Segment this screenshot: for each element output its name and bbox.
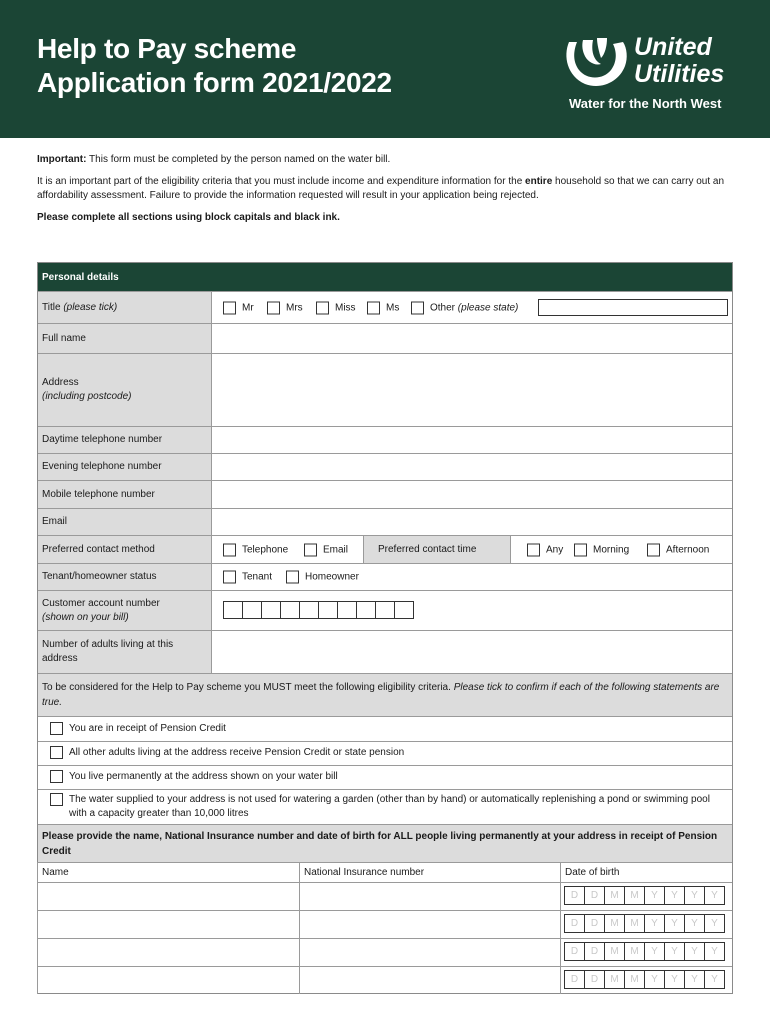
tenant-option-homeowner[interactable]: Homeowner xyxy=(286,571,359,584)
evening-phone-row xyxy=(38,453,732,480)
account-number-field xyxy=(211,591,732,630)
full-name-label: Full name xyxy=(38,324,211,353)
person-dob-input[interactable] xyxy=(560,882,732,910)
criteria-item[interactable]: All other adults living at the address receive Pension Credit or state pension xyxy=(38,741,732,765)
dob-digit-box[interactable]: D xyxy=(564,970,585,989)
title-row xyxy=(38,291,732,323)
person-name-input[interactable] xyxy=(37,938,299,966)
account-number-digits[interactable] xyxy=(223,601,413,619)
mobile-phone-input[interactable] xyxy=(211,481,732,508)
title-line-2: Application form 2021/2022 xyxy=(37,67,392,98)
column-header-ni: National Insurance number xyxy=(299,862,560,882)
united-utilities-logo-icon xyxy=(561,34,631,90)
dob-digit-box[interactable]: D xyxy=(564,914,585,933)
criteria-item[interactable]: The water supplied to your address is not used for watering a garden (other than by hand) or automatically replenishing a pond or swimming pool with a capacity greater than 10,000 litres xyxy=(38,789,732,824)
contact-option-email[interactable]: Email xyxy=(304,543,348,556)
title-option-mrs[interactable]: Mrs xyxy=(267,301,303,314)
eligibility-criteria-heading: To be considered for the Help to Pay scheme you MUST meet the following eligibility criteria. Please tick to confirm if each of the following statements are true. xyxy=(38,673,732,716)
contact-option-telephone[interactable]: Telephone xyxy=(223,543,288,556)
dob-digit-box[interactable]: Y xyxy=(644,914,665,933)
person-ni-input[interactable] xyxy=(299,966,560,994)
morning-checkbox[interactable] xyxy=(574,543,587,556)
homeowner-checkbox[interactable] xyxy=(286,571,299,584)
person-name-input[interactable] xyxy=(37,882,299,910)
important-text: This form must be completed by the person named on the water bill. xyxy=(86,154,391,165)
address-input[interactable] xyxy=(211,354,732,426)
mobile-phone-label: Mobile telephone number xyxy=(38,481,211,508)
evening-phone-input[interactable] xyxy=(211,454,732,480)
title-line-1: Help to Pay scheme xyxy=(37,33,297,64)
time-option-morning[interactable]: Morning xyxy=(574,543,629,556)
miss-checkbox[interactable] xyxy=(316,301,329,314)
dob-digit-box[interactable]: Y xyxy=(704,914,725,933)
account-digit[interactable] xyxy=(299,601,319,619)
page-title xyxy=(37,32,392,100)
email-label: Email xyxy=(38,509,211,535)
email-checkbox[interactable] xyxy=(304,543,317,556)
dob-digit-box[interactable]: Y xyxy=(644,970,665,989)
dob-digit-box[interactable]: Y xyxy=(664,914,685,933)
contact-method-row xyxy=(38,535,732,563)
other-checkbox[interactable] xyxy=(411,301,424,314)
dob-digit-box[interactable]: M xyxy=(604,970,625,989)
criteria-checkbox[interactable] xyxy=(50,770,63,783)
people-heading: Please provide the name, National Insurance number and date of birth for ALL people living permanently at your address in receipt of Pension Credit xyxy=(38,824,732,862)
any-checkbox[interactable] xyxy=(527,543,540,556)
account-digit[interactable] xyxy=(394,601,414,619)
dob-boxes[interactable] xyxy=(564,914,729,933)
dob-digit-box[interactable]: Y xyxy=(684,942,705,961)
title-option-ms[interactable]: Ms xyxy=(367,301,399,314)
contact-method-label: Preferred contact method xyxy=(38,536,211,563)
dob-digit-box[interactable]: Y xyxy=(704,970,725,989)
dob-digit-box[interactable]: Y xyxy=(664,886,685,905)
important-note xyxy=(37,153,737,167)
logo-word-utilities: Utilities xyxy=(634,60,725,88)
person-dob-input[interactable] xyxy=(560,938,732,966)
account-number-label: Customer account number (shown on your bill) xyxy=(38,591,211,630)
person-dob-input[interactable] xyxy=(560,966,732,994)
important-label: Important: xyxy=(37,154,87,165)
person-ni-input[interactable] xyxy=(299,910,560,938)
title-option-other[interactable]: Other (please state) xyxy=(411,301,518,314)
tenant-status-options xyxy=(211,564,732,590)
email-input[interactable] xyxy=(211,509,732,535)
person-dob-input[interactable] xyxy=(560,910,732,938)
dob-digit-box[interactable]: Y xyxy=(664,970,685,989)
criteria-checkbox[interactable] xyxy=(50,722,63,735)
dob-digit-box[interactable]: Y xyxy=(644,942,665,961)
dob-boxes[interactable] xyxy=(564,886,729,905)
dob-digit-box[interactable]: Y xyxy=(684,914,705,933)
dob-digit-box[interactable]: M xyxy=(624,914,645,933)
adults-label: Number of adults living at this address xyxy=(38,631,211,673)
people-table xyxy=(38,862,732,994)
mr-checkbox[interactable] xyxy=(223,301,236,314)
column-header-name: Name xyxy=(37,862,299,882)
criteria-checkbox[interactable] xyxy=(50,746,63,759)
dob-digit-box[interactable]: D xyxy=(584,914,605,933)
dob-digit-box[interactable]: D xyxy=(584,886,605,905)
eligibility-text-1: It is an important part of the eligibility criteria that you must include income and expenditure information for the xyxy=(37,176,526,187)
mobile-phone-row xyxy=(38,480,732,508)
account-number-row xyxy=(38,590,732,630)
ms-checkbox[interactable] xyxy=(367,301,380,314)
dob-digit-box[interactable]: D xyxy=(564,942,585,961)
title-label: Title (please tick) xyxy=(38,292,211,323)
criteria-item[interactable]: You are in receipt of Pension Credit xyxy=(38,716,732,741)
tenant-status-label: Tenant/homeowner status xyxy=(38,564,211,590)
full-name-input[interactable] xyxy=(211,324,732,353)
dob-digit-box[interactable]: M xyxy=(624,886,645,905)
time-option-afternoon[interactable]: Afternoon xyxy=(647,543,709,556)
tenant-status-row xyxy=(38,563,732,590)
logo-tagline: Water for the North West xyxy=(569,96,722,111)
dob-digit-box[interactable]: D xyxy=(564,886,585,905)
contact-method-options xyxy=(211,536,732,563)
application-form xyxy=(37,262,733,994)
eligibility-text-2: household so that we can carry out an affordability assessment. Failure to provide the information requested will result in your application being rejected. xyxy=(37,176,725,201)
dob-boxes[interactable] xyxy=(564,970,729,989)
daytime-phone-input[interactable] xyxy=(211,427,732,453)
dob-digit-box[interactable]: Y xyxy=(684,886,705,905)
other-title-input[interactable] xyxy=(538,299,728,316)
dob-digit-box[interactable]: Y xyxy=(684,970,705,989)
dob-digit-box[interactable]: Y xyxy=(664,942,685,961)
adults-row xyxy=(38,630,732,673)
tenant-checkbox[interactable] xyxy=(223,571,236,584)
account-digit[interactable] xyxy=(261,601,281,619)
block-capitals-instruction: Please complete all sections using block capitals and black ink. xyxy=(37,212,340,223)
tenant-option-tenant[interactable]: Tenant xyxy=(223,571,272,584)
evening-phone-label: Evening telephone number xyxy=(38,454,211,480)
dob-digit-box[interactable]: M xyxy=(624,970,645,989)
dob-digit-box[interactable]: Y xyxy=(644,886,665,905)
account-digit[interactable] xyxy=(337,601,357,619)
account-digit[interactable] xyxy=(318,601,338,619)
account-digit[interactable] xyxy=(375,601,395,619)
telephone-checkbox[interactable] xyxy=(223,543,236,556)
page-header xyxy=(0,0,770,138)
account-digit[interactable] xyxy=(280,601,300,619)
dob-digit-box[interactable]: M xyxy=(624,942,645,961)
column-header-dob: Date of birth xyxy=(560,862,732,882)
email-row xyxy=(38,508,732,535)
eligibility-bold: entire xyxy=(525,176,553,187)
afternoon-checkbox[interactable] xyxy=(647,543,660,556)
address-row xyxy=(38,353,732,426)
dob-digit-box[interactable]: D xyxy=(584,942,605,961)
full-name-row xyxy=(38,323,732,353)
title-option-mr[interactable]: Mr xyxy=(223,301,254,314)
account-digit[interactable] xyxy=(223,601,243,619)
eligibility-note xyxy=(37,175,737,203)
person-name-input[interactable] xyxy=(37,966,299,994)
mrs-checkbox[interactable] xyxy=(267,301,280,314)
dob-digit-box[interactable]: M xyxy=(604,886,625,905)
address-label: Address (including postcode) xyxy=(38,354,211,426)
daytime-phone-row xyxy=(38,426,732,453)
logo-word-united: United xyxy=(634,33,712,61)
adults-input[interactable] xyxy=(211,631,732,673)
daytime-phone-label: Daytime telephone number xyxy=(38,427,211,453)
dob-digit-box[interactable]: D xyxy=(584,970,605,989)
contact-time-label: Preferred contact time xyxy=(363,536,511,563)
dob-boxes[interactable] xyxy=(564,942,729,961)
person-ni-input[interactable] xyxy=(299,938,560,966)
person-name-input[interactable] xyxy=(37,910,299,938)
account-digit[interactable] xyxy=(356,601,376,619)
account-digit[interactable] xyxy=(242,601,262,619)
title-options xyxy=(211,292,732,323)
title-option-miss[interactable]: Miss xyxy=(316,301,356,314)
time-option-any[interactable]: Any xyxy=(527,543,563,556)
dob-digit-box[interactable]: Y xyxy=(704,942,725,961)
dob-digit-box[interactable]: Y xyxy=(704,886,725,905)
criteria-checkbox[interactable] xyxy=(50,793,63,806)
person-ni-input[interactable] xyxy=(299,882,560,910)
section-personal-details: Personal details xyxy=(38,263,732,291)
criteria-item[interactable]: You live permanently at the address shown on your water bill xyxy=(38,765,732,789)
dob-digit-box[interactable]: M xyxy=(604,942,625,961)
dob-digit-box[interactable]: M xyxy=(604,914,625,933)
